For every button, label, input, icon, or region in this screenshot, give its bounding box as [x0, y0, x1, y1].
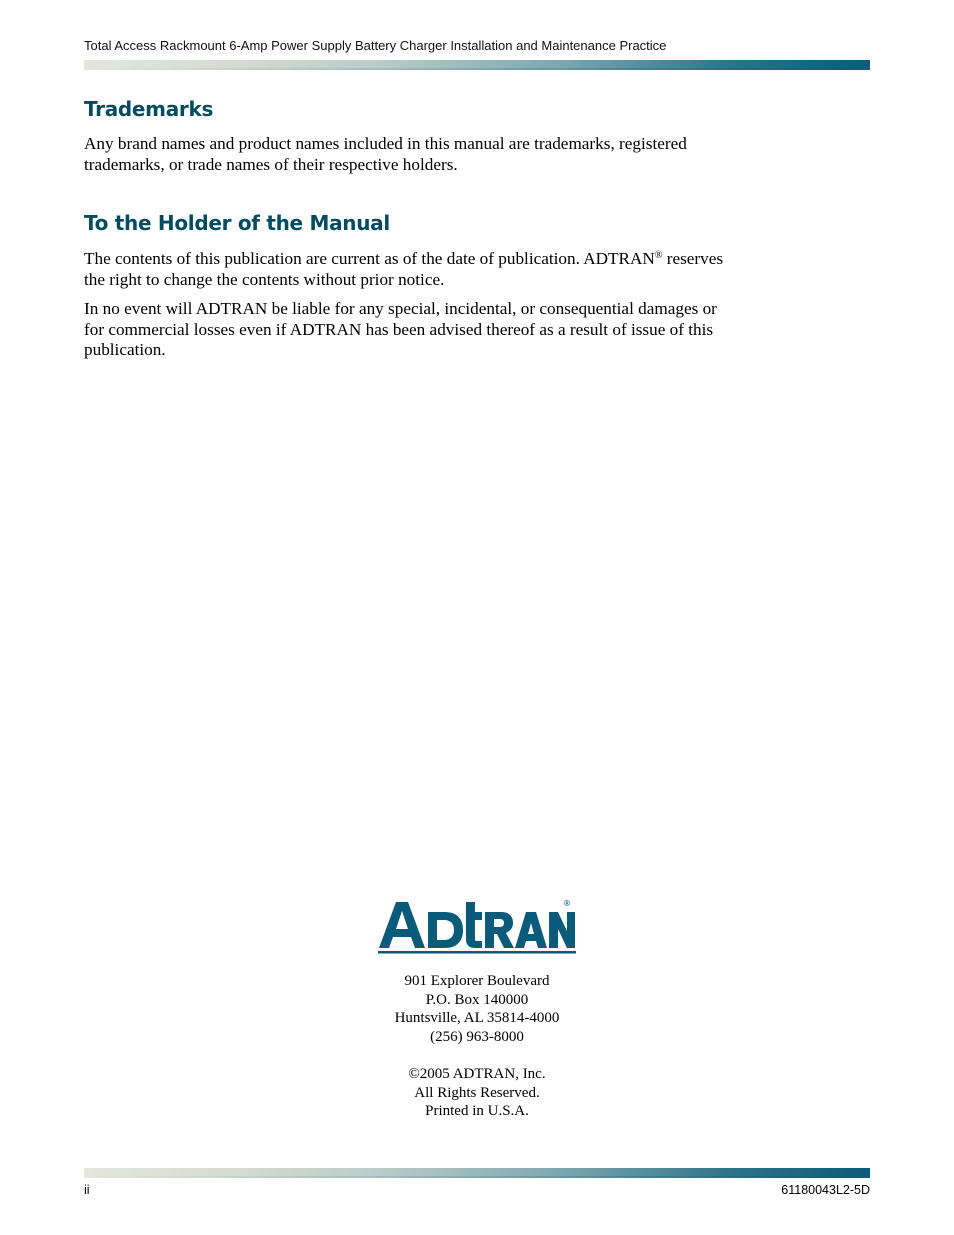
- text-line: publication.: [84, 340, 166, 359]
- address-phone: (256) 963-8000: [430, 1028, 524, 1045]
- text-line: for commercial losses even if ADTRAN has been advised thereof as a result of issue of this: [84, 319, 714, 339]
- printed-line: Printed in U.S.A.: [425, 1103, 529, 1120]
- text-fragment: The contents of this publication are current as of the date of publication. ADTRAN: [84, 249, 655, 268]
- liability-paragraph: [84, 299, 874, 361]
- trademarks-paragraph: [84, 134, 874, 175]
- running-header-title: Total Access Rackmount 6-Amp Power Supply Battery Charger Installation and Maintenance Practice: [84, 38, 667, 53]
- text-fragment: reserves: [662, 249, 724, 268]
- text-line: Any brand names and product names included in this manual are trademarks, registered: [84, 134, 687, 153]
- address-po-box: P.O. Box 140000: [425, 991, 529, 1008]
- copyright-line: ©2005 ADTRAN, Inc.: [408, 1065, 546, 1082]
- publication-currency-paragraph: [84, 249, 874, 290]
- adtran-logo: [377, 896, 577, 956]
- company-address-block: [327, 972, 627, 1121]
- address-city: Huntsville, AL 35814-4000: [394, 1010, 560, 1027]
- section-heading-holder-of-manual: To the Holder of the Manual: [84, 211, 390, 235]
- text-line: [84, 249, 874, 270]
- text-line: In no event will ADTRAN be liable for any special, incidental, or consequential damages or: [84, 299, 717, 318]
- section-heading-trademarks: Trademarks: [84, 97, 214, 121]
- spacer: [327, 1046, 627, 1065]
- address-street: 901 Explorer Boulevard: [404, 973, 550, 989]
- rights-line: All Rights Reserved.: [414, 1084, 540, 1101]
- page-number: ii: [84, 1183, 90, 1197]
- text-line: trademarks, or trade names of their respective holders.: [84, 154, 458, 174]
- document-number: 61180043L2-5D: [781, 1183, 870, 1197]
- header-gradient-rule: [84, 60, 870, 70]
- footer-gradient-rule: [84, 1168, 870, 1178]
- logo-registered-mark: ®: [563, 899, 571, 908]
- registered-mark: ®: [654, 250, 663, 261]
- text-line: the right to change the contents without prior notice.: [84, 269, 445, 289]
